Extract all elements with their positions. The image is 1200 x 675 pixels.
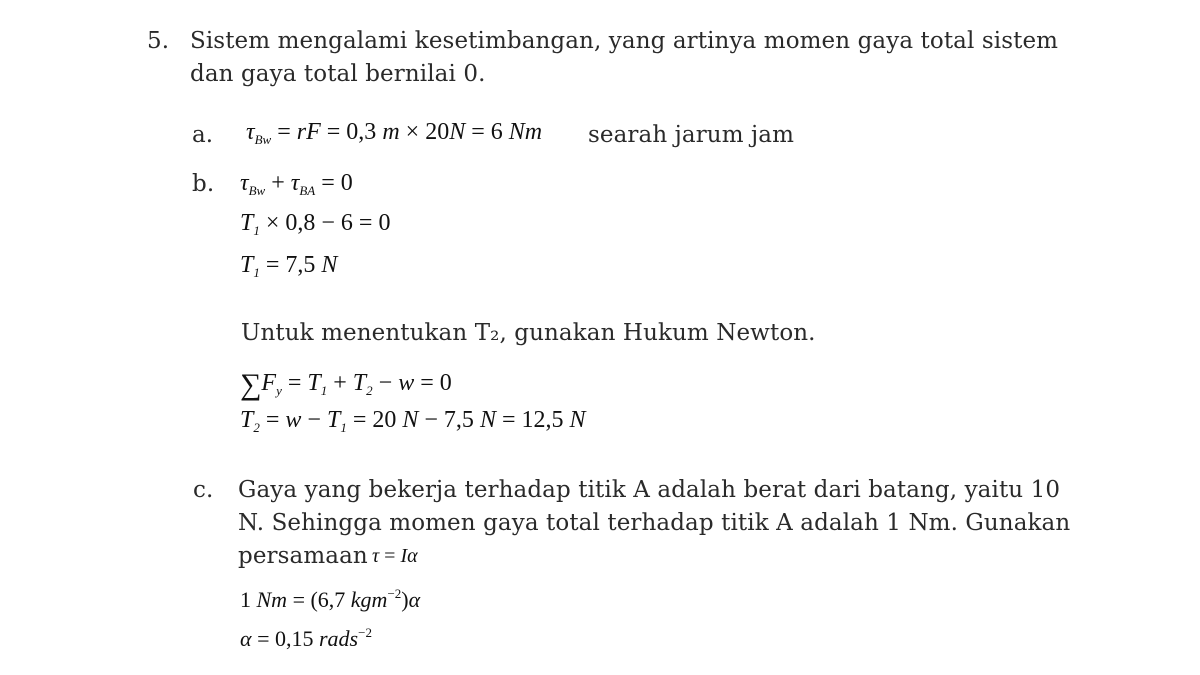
part-b-eq4: $\sum F_y = T_1 + T_2 - w = 0$	[240, 368, 452, 401]
part-c-line1: Gaya yang bekerja terhadap titik A adalah berat dari batang, yaitu 10	[238, 477, 1061, 503]
intro-line-1: Sistem mengalami kesetimbangan, yang artinya momen gaya total sistem	[190, 28, 1059, 54]
part-c-eq1: 1 Nm = (6,7 kgm$^{-2}$)α	[240, 586, 421, 612]
part-c-line2: N. Sehingga momen gaya total terhadap titik A adalah 1 Nm. Gunakan	[238, 510, 1071, 536]
part-c-eq2: α = 0,15 rads$^{-2}$	[240, 625, 372, 651]
part-a-trailing-text: searah jarum jam	[588, 122, 794, 148]
part-c-label: c.	[193, 477, 214, 503]
part-b-eq2: $T_1 \times 0,8 - 6 = 0$	[240, 210, 391, 238]
part-a-equation: $\tau_{Bw}$ = rF = 0,3 m × 20N = 6 Nm	[246, 119, 543, 147]
part-b-eq5: $T_2 = w - T_1 = 20$ N − 7,5 N = 12,5 N	[240, 407, 586, 435]
part-a-label: a.	[192, 122, 214, 148]
part-b-text: Untuk menentukan T₂, gunakan Hukum Newton.	[241, 320, 816, 346]
part-c-line3-equation: τ = Iα	[372, 545, 418, 567]
part-b-label: b.	[192, 171, 215, 197]
part-c-line3: persamaan	[238, 543, 368, 569]
part-b-eq3: $T_1 = 7,5$ N	[240, 252, 338, 280]
intro-line-2: dan gaya total bernilai 0.	[190, 61, 486, 87]
question-number: 5.	[147, 28, 170, 54]
part-b-eq1: $\tau_{Bw} + \tau_{BA} = 0$	[240, 170, 353, 198]
